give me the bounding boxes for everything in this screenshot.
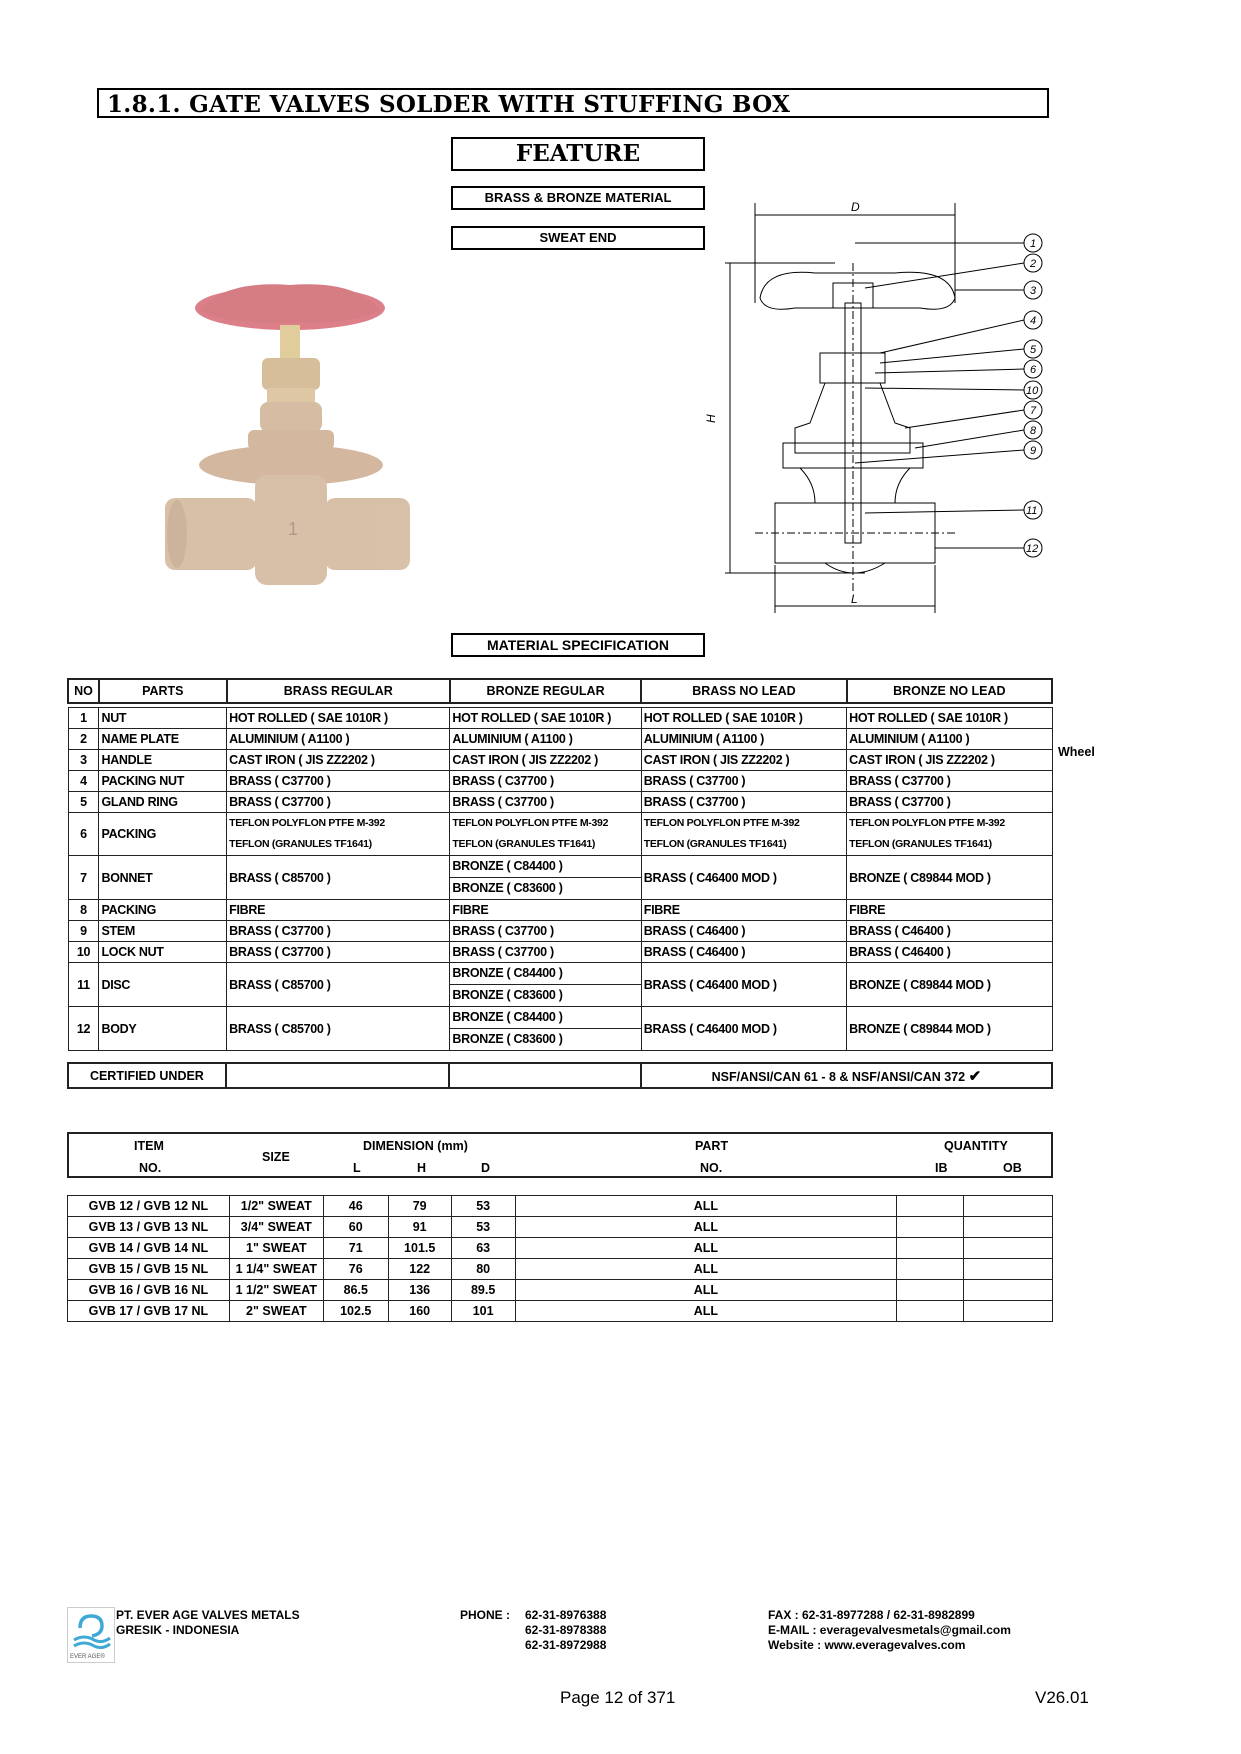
feature-item-material: BRASS & BRONZE MATERIAL — [451, 186, 705, 210]
svg-text:H: H — [704, 414, 718, 423]
table-row: GVB 15 / GVB 15 NL 1 1/4" SWEAT 76 122 80 ALL — [68, 1259, 1053, 1280]
svg-text:11: 11 — [1026, 505, 1038, 517]
valve-cross-section-diagram — [704, 200, 1075, 623]
table-row: 3 HANDLE CAST IRON ( JIS ZZ2202 ) CAST IRON ( JIS ZZ2202 ) CAST IRON ( JIS ZZ2202 ) CAST IRON ( JIS ZZ2202 ) — [68, 750, 1052, 771]
table-row: GVB 17 / GVB 17 NL 2" SWEAT 102.5 160 101 ALL — [68, 1301, 1053, 1322]
table-row: 2 NAME PLATE ALUMINIUM ( A1100 ) ALUMINIUM ( A1100 ) ALUMINIUM ( A1100 ) ALUMINIUM ( A1100 ) — [68, 729, 1052, 750]
material-spec-heading: MATERIAL SPECIFICATION — [451, 633, 705, 657]
company-name: PT. EVER AGE VALVES METALS — [116, 1608, 300, 1622]
col-header-parts: PARTS — [99, 679, 227, 703]
svg-text:6: 6 — [1030, 364, 1037, 376]
table-row: 6 PACKING TEFLON POLYFLON PTFE M-392 TEFLON (GRANULES TF1641) TEFLON POLYFLON PTFE M-392 TEFLON (GRANULES TF1641) TEFLON POLYFLON PTFE M-392 TEFLON (GRANULES TF1641) TEFLON POLYFLON PTFE M-392 TEFLON (GRANULES TF1641) — [68, 813, 1052, 856]
certified-label: CERTIFIED UNDER — [68, 1063, 226, 1088]
col-header-bronze-no-lead: BRONZE NO LEAD — [847, 679, 1052, 703]
table-header-row — [68, 679, 1052, 703]
page-number: Page 12 of 371 — [560, 1688, 676, 1707]
feature-item-sweat-end: SWEAT END — [451, 226, 705, 250]
version-label: V26.01 — [1035, 1688, 1089, 1707]
phone-2: 62-31-8978388 — [525, 1623, 607, 1637]
table-row: 11 DISC BRASS ( C85700 ) BRONZE ( C84400 ) BRONZE ( C83600 ) BRASS ( C46400 MOD ) BRONZE ( C89844 MOD ) — [68, 963, 1052, 1007]
fax: FAX : 62-31-8977288 / 62-31-8982899 — [768, 1608, 975, 1622]
svg-text:12: 12 — [1026, 543, 1039, 555]
col-header-brass-no-lead: BRASS NO LEAD — [641, 679, 846, 703]
svg-text:4: 4 — [1030, 315, 1037, 327]
certification-row — [67, 1062, 1053, 1089]
table-row: 4 PACKING NUT BRASS ( C37700 ) BRASS ( C37700 ) BRASS ( C37700 ) BRASS ( C37700 ) — [68, 771, 1052, 792]
table-row: 9 STEM BRASS ( C37700 ) BRASS ( C37700 ) BRASS ( C46400 ) BRASS ( C46400 ) — [68, 921, 1052, 942]
table-row: GVB 14 / GVB 14 NL 1" SWEAT 71 101.5 63 ALL — [68, 1238, 1053, 1259]
table-row: 10 LOCK NUT BRASS ( C37700 ) BRASS ( C37700 ) BRASS ( C46400 ) BRASS ( C46400 ) — [68, 942, 1052, 963]
svg-text:2: 2 — [1030, 258, 1037, 270]
company-logo: EVER AGE® — [67, 1607, 115, 1663]
svg-text:1: 1 — [287, 519, 299, 539]
section-title-text: 1.8.1. GATE VALVES SOLDER WITH STUFFING BOX — [107, 91, 791, 118]
svg-text:8: 8 — [1030, 425, 1037, 437]
col-header-bronze-regular: BRONZE REGULAR — [450, 679, 641, 703]
col-header-brass-regular: BRASS REGULAR — [227, 679, 450, 703]
svg-text:1: 1 — [1030, 238, 1037, 250]
website-link[interactable]: Website : www.everagevalves.com — [768, 1638, 966, 1652]
check-icon: ✔ — [968, 1067, 982, 1085]
handle-side-note: Wheel — [1058, 745, 1095, 759]
table-row: 1 NUT HOT ROLLED ( SAE 1010R ) HOT ROLLED ( SAE 1010R ) HOT ROLLED ( SAE 1010R ) HOT ROLLED ( SAE 1010R ) — [68, 708, 1052, 729]
feature-heading: FEATURE — [451, 137, 705, 171]
svg-text:9: 9 — [1030, 445, 1037, 457]
svg-text:5: 5 — [1030, 344, 1037, 356]
col-header-no: NO — [68, 679, 99, 703]
phone-label: PHONE : — [460, 1608, 511, 1622]
svg-text:7: 7 — [1030, 405, 1037, 417]
svg-text:L: L — [851, 592, 858, 606]
material-spec-table — [67, 678, 1053, 1051]
phone-3: 62-31-8972988 — [525, 1638, 607, 1652]
dimension-table — [67, 1195, 1053, 1322]
table-row: GVB 16 / GVB 16 NL 1 1/2" SWEAT 86.5 136 89.5 ALL — [68, 1280, 1053, 1301]
table-row: 7 BONNET BRASS ( C85700 ) BRONZE ( C84400 ) BRONZE ( C83600 ) BRASS ( C46400 MOD ) BRONZE ( C89844 MOD ) — [68, 856, 1052, 900]
table-row: GVB 13 / GVB 13 NL 3/4" SWEAT 60 91 53 ALL — [68, 1217, 1053, 1238]
section-title — [97, 88, 1049, 118]
email-link[interactable]: E-MAIL : everagevalvesmetals@gmail.com — [768, 1623, 1011, 1637]
svg-text:3: 3 — [1030, 285, 1037, 297]
table-row: 8 PACKING FIBRE FIBRE FIBRE FIBRE — [68, 900, 1052, 921]
company-location: GRESIK - INDONESIA — [116, 1623, 240, 1637]
dimension-table-header: ITEM NO. SIZE DIMENSION (mm) L H D PART NO. QUANTITY IB OB — [67, 1132, 1053, 1178]
phone-1: 62-31-8976388 — [525, 1608, 607, 1622]
certification-value: NSF/ANSI/CAN 61 - 8 & NSF/ANSI/CAN 372 — [711, 1069, 966, 1084]
svg-text:10: 10 — [1026, 385, 1039, 397]
table-row: 5 GLAND RING BRASS ( C37700 ) BRASS ( C37700 ) BRASS ( C37700 ) BRASS ( C37700 ) — [68, 792, 1052, 813]
valve-photo — [165, 270, 410, 592]
svg-text:D: D — [851, 200, 860, 214]
table-row: GVB 12 / GVB 12 NL 1/2" SWEAT 46 79 53 ALL — [68, 1196, 1053, 1217]
table-row: 12 BODY BRASS ( C85700 ) BRONZE ( C84400 ) BRONZE ( C83600 ) BRASS ( C46400 MOD ) BRONZE ( C89844 MOD ) — [68, 1007, 1052, 1051]
